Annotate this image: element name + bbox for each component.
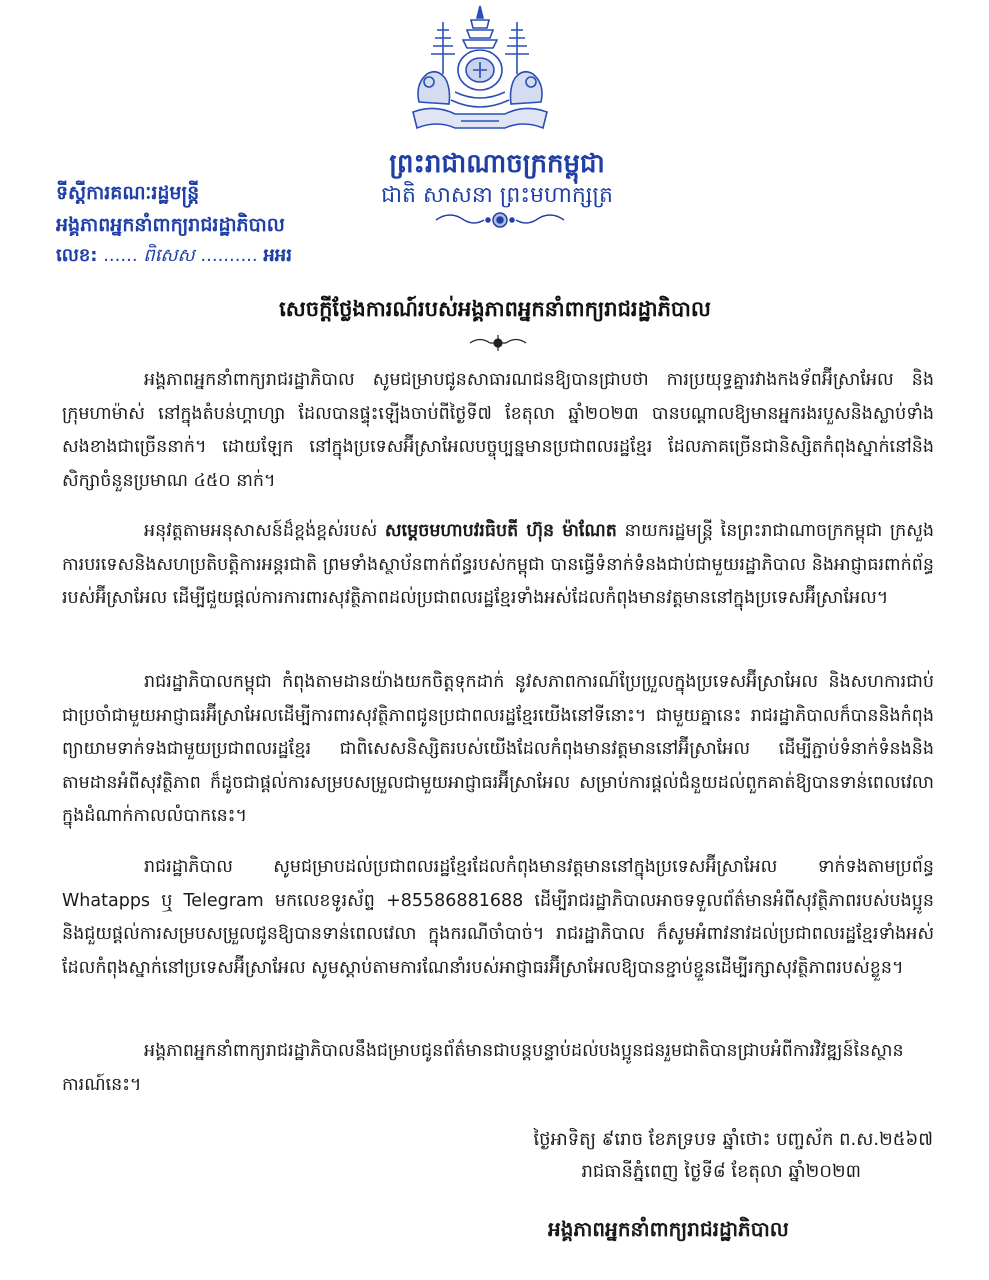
- signatory: អង្គភាពអ្នកនាំពាក្យរាជរដ្ឋាភិបាល: [548, 1217, 789, 1241]
- paragraph-1: អង្គភាពអ្នកនាំពាក្យរាជរដ្ឋាភិបាល សូមជម្រាបជូនសាធារណជនឱ្យបានជ្រាបថា ការប្រយុទ្ធគ្នារវាងកងទ័ពអ៊ីស្រាអែល និងក្រុមហាម៉ាស់ នៅក្នុងតំបន់ហ្គាហ្សា ដែលបានផ្ទុះឡើងចាប់ពីថ្ងៃទី៧ ខែតុលា ឆ្នាំ២០២៣ បានបណ្ដាលឱ្យមានអ្នករងរបួសនិងស្លាប់ទាំងសងខាងជាច្រើននាក់។ ដោយឡែក នៅក្នុងប្រទេសអ៊ីស្រាអែលបច្ចុប្បន្នមានប្រជាពលរដ្ឋខ្មែរ ដែលភាគច្រើនជានិស្សិតកំពុងស្នាក់នៅនិងសិក្សាចំនួនប្រមាណ ៤៥០ នាក់។: [62, 370, 934, 491]
- unit-name: អង្គភាពអ្នកនាំពាក្យរាជរដ្ឋាភិបាល: [56, 214, 285, 236]
- header-ornament-icon: [430, 208, 570, 232]
- reference-suffix: អអរ: [263, 245, 292, 266]
- title-ornament-icon: [468, 332, 528, 354]
- paragraph-5: អង្គភាពអ្នកនាំពាក្យរាជរដ្ឋាភិបាលនឹងជម្រាបជូនព័ត៌មានជាបន្តបន្ទាប់ដល់បងប្អូនជនរួមជាតិបានជ្រាបអំពីការវិវឌ្ឍន៍នៃស្ថានការណ៍នេះ។: [62, 1041, 904, 1095]
- national-motto: ជាតិ សាសនា ព្រះមហាក្សត្រ: [381, 183, 613, 208]
- paragraph-2-rest: នាយករដ្ឋមន្ត្រី នៃព្រះរាជាណាចក្រកម្ពុជា ក្រសួងការបរទេសនិងសហប្រតិបត្តិការអន្តរជាតិ ព្រមទាំងស្ថាប័នពាក់ព័ន្ធរបស់កម្ពុជា បានធ្វើទំនាក់ទំនងជាប់ជាមួយរដ្ឋាភិបាល និងអាជ្ញាធរពាក់ព័ន្ធរបស់អ៊ីស្រាអែល ដើម្បីជួយផ្ដល់ការការពារសុវត្ថិភាពដល់ប្រជាពលរដ្ឋខ្មែរទាំងអស់ដែលកំពុងមានវត្តមាននៅក្នុងប្រទេសអ៊ីស្រាអែល។: [62, 521, 935, 608]
- reference-dots: ......: [97, 245, 144, 266]
- reference-label: លេខ:: [56, 245, 98, 266]
- paragraph-4: រាជរដ្ឋាភិបាល សូមជម្រាបដល់ប្រជាពលរដ្ឋខ្មែរដែលកំពុងមានវត្តមាននៅក្នុងប្រទេសអ៊ីស្រាអែល ទាក់ទងតាមប្រព័ន្ធ Whatapps ឬ Telegram មកលេខទូរស័ព្ទ +85586881688 ដើម្បីរាជរដ្ឋាភិបាលអាចទទួលព័ត៌មានអំពីសុវត្ថិភាពរបស់បងប្អូន និងជួយផ្ដល់ការសម្របសម្រួលជូនឱ្យបានទាន់ពេលវេលា ក្នុងករណីចាំបាច់។ រាជរដ្ឋាភិបាល ក៏សូមអំពាវនាវដល់ប្រជាពលរដ្ឋខ្មែរទាំងអស់ដែលកំពុងស្នាក់នៅប្រទេសអ៊ីស្រាអែល សូមស្ដាប់តាមការណែនាំរបស់អាជ្ញាធរអ៊ីស្រាអែលឱ្យបានខ្ជាប់ខ្ជួនដើម្បីរក្សាសុវត្ថិភាពរបស់ខ្លួន។: [62, 857, 934, 978]
- paragraph-2-lead: អនុវត្តតាមអនុសាសន៍ដ៏ខ្ពង់ខ្ពស់របស់: [144, 521, 385, 541]
- document-title: សេចក្ដីថ្លែងការណ៍របស់អង្គភាពអ្នកនាំពាក្យរាជរដ្ឋាភិបាល: [279, 297, 711, 321]
- reference-dots: ..........: [194, 245, 264, 266]
- lunar-date: ថ្ងៃអាទិត្យ ៩រោច ខែភទ្របទ ឆ្នាំថោះ បញ្ចស័ក ព.ស.២៥៦៧: [533, 1129, 933, 1150]
- paragraph-2: [62, 515, 934, 616]
- prime-minister-name: សម្ដេចមហាបវរធិបតី ហ៊ុន ម៉ាណែត: [384, 521, 617, 541]
- reference-number: [56, 243, 292, 269]
- solar-date: រាជធានីភ្នំពេញ ថ្ងៃទី៨ ខែតុលា ឆ្នាំ២០២៣: [581, 1161, 861, 1182]
- office-name: ទីស្ដីការគណៈរដ្ឋមន្ត្រី: [56, 182, 200, 204]
- paragraph-3: រាជរដ្ឋាភិបាលកម្ពុជា កំពុងតាមដានយ៉ាងយកចិត្តទុកដាក់ នូវសភាពការណ៍ប្រែប្រួលក្នុងប្រទេសអ៊ីស្រាអែល និងសហការជាប់ជាប្រចាំជាមួយអាជ្ញាធរអ៊ីស្រាអែលដើម្បីការពារសុវត្ថិភាពជូនប្រជាពលរដ្ឋខ្មែរយើងនៅទីនោះ។ ជាមួយគ្នានេះ រាជរដ្ឋាភិបាលក៏បាននិងកំពុងព្យាយាមទាក់ទងជាមួយប្រជាពលរដ្ឋខ្មែរ ជាពិសេសនិស្សិតរបស់យើងដែលកំពុងមានវត្តមាននៅអ៊ីស្រាអែល ដើម្បីភ្ជាប់ទំនាក់ទំនងនិងតាមដានអំពីសុវត្ថិភាព ក៏ដូចជាផ្ដល់ការសម្របសម្រួលជាមួយអាជ្ញាធរអ៊ីស្រាអែល សម្រាប់ការផ្ដល់ជំនួយដល់ពួកគាត់ឱ្យបានទាន់ពេលវេលា ក្នុងដំណាក់កាលលំបាកនេះ។: [62, 672, 934, 826]
- reference-value: ពិសេស: [143, 245, 195, 266]
- coat-of-arms-emblem: [405, 4, 555, 136]
- kingdom-name: ព្រះរាជាណាចក្រកម្ពុជា: [389, 149, 605, 179]
